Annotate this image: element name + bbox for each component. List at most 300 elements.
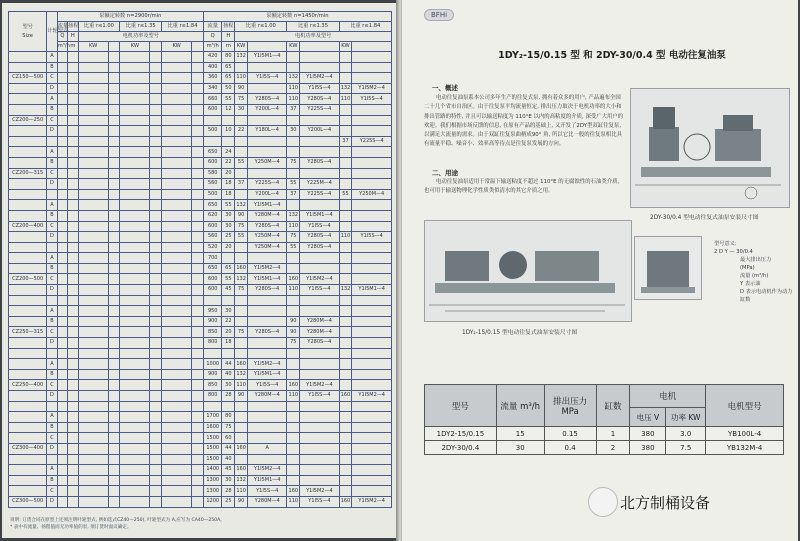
table-cell: [120, 210, 150, 221]
table-cell: Y250M—4: [247, 242, 286, 253]
table-cell: [352, 179, 392, 190]
table-cell: [57, 157, 67, 168]
table-cell: [203, 115, 222, 126]
flow-head-2900: 流量: [57, 22, 67, 32]
table-cell: 75: [222, 422, 235, 433]
cell-model: [9, 285, 47, 296]
table-cell: 650: [203, 263, 222, 274]
table-row: [9, 126, 392, 137]
table-cell: [78, 443, 108, 454]
table-row: [9, 295, 392, 306]
table-cell: 560: [203, 232, 222, 243]
table-cell: [68, 221, 78, 232]
table-cell: 1600: [203, 422, 222, 433]
table-cell: [339, 401, 352, 412]
table-cell: [150, 412, 162, 423]
table-cell: [247, 433, 286, 444]
table-cell: [120, 94, 150, 105]
table-cell: 360: [203, 73, 222, 84]
table-cell: [162, 136, 192, 147]
table-row: [9, 274, 392, 285]
table-cell: [162, 253, 192, 264]
cell-impeller: A: [47, 200, 57, 211]
table-cell: [352, 465, 392, 476]
cell-impeller: A: [47, 52, 57, 63]
table-cell: [162, 496, 192, 507]
table-cell: [68, 62, 78, 73]
table-cell: 132: [235, 369, 248, 380]
table-cell: [192, 327, 204, 338]
table-cell: [150, 295, 162, 306]
size-head-label: Size: [22, 32, 33, 39]
table-cell: [192, 94, 204, 105]
table-cell: 340: [203, 83, 222, 94]
table-cell: [300, 433, 339, 444]
table-cell: 620: [203, 210, 222, 221]
table-cell: 650: [203, 147, 222, 158]
table-cell: Y1I5M2—4: [300, 486, 339, 497]
table-cell: Y1I5M2—4: [300, 73, 339, 84]
table-cell: [108, 221, 120, 232]
cell-impeller: A: [47, 306, 57, 317]
table-cell: Y1I5M2—4: [247, 263, 286, 274]
table-cell: Y1I5M2—4: [352, 496, 392, 507]
table-cell: [68, 486, 78, 497]
ratio2-head-1450: 比重 r≤1.35: [287, 22, 339, 32]
table-cell: Y1I5S—4: [300, 391, 339, 402]
table-cell: [247, 147, 286, 158]
table-cell: [68, 369, 78, 380]
table-cell: [162, 147, 192, 158]
table-cell: [57, 104, 67, 115]
table-cell: [78, 126, 108, 137]
table-cell: [352, 348, 392, 359]
drawing-1dy: [424, 220, 632, 322]
table-cell: [78, 232, 108, 243]
cell-model: CZ200—315: [9, 168, 47, 179]
kw-head-2900-c: KW: [162, 42, 192, 52]
table-cell: [150, 147, 162, 158]
table-cell: Y280M—4: [247, 391, 286, 402]
table-cell: [162, 242, 192, 253]
table-cell: [108, 285, 120, 296]
table-cell: 30: [287, 126, 300, 137]
table-cell: [150, 73, 162, 84]
table-cell: [78, 454, 108, 465]
table-cell: 800: [203, 391, 222, 402]
cell-model: [9, 359, 47, 370]
table-cell: 55: [339, 189, 352, 200]
table-cell: [162, 327, 192, 338]
table-cell: [162, 433, 192, 444]
table-cell: [57, 327, 67, 338]
table-cell: [120, 412, 150, 423]
table-cell: [339, 369, 352, 380]
table-cell: 22: [222, 157, 235, 168]
table-cell: [57, 412, 67, 423]
table-cell: 80: [222, 52, 235, 63]
table-cell: [162, 274, 192, 285]
table-cell: [78, 274, 108, 285]
table-cell: [352, 210, 392, 221]
table-cell: 160: [339, 391, 352, 402]
table-cell: [57, 210, 67, 221]
table-cell: [68, 168, 78, 179]
table-cell: 45: [222, 285, 235, 296]
table-cell: [78, 486, 108, 497]
table-cell: [192, 73, 204, 84]
table-cell: [108, 295, 120, 306]
table-cell: [162, 221, 192, 232]
legend-line: 流量 (m³/h): [740, 273, 769, 279]
table-cell: 20: [222, 327, 235, 338]
table-row: [9, 454, 392, 465]
table-cell: [339, 475, 352, 486]
table-cell: [108, 253, 120, 264]
table-cell: 1300: [203, 475, 222, 486]
table-cell: [339, 126, 352, 137]
cell-model: [9, 316, 47, 327]
cell-model: [9, 210, 47, 221]
cell-power: 7.5: [666, 441, 706, 455]
table-cell: 44: [222, 359, 235, 370]
cell-impeller: B: [47, 422, 57, 433]
m-head-1450: m: [222, 42, 235, 52]
table-cell: [352, 475, 392, 486]
table-cell: [247, 348, 286, 359]
table-cell: 1200: [203, 496, 222, 507]
table-cell: [287, 412, 300, 423]
table-cell: 800: [203, 338, 222, 349]
table-cell: [339, 359, 352, 370]
table-cell: 37: [339, 136, 352, 147]
table-cell: [339, 242, 352, 253]
cell-model: [9, 433, 47, 444]
table-cell: [57, 242, 67, 253]
table-cell: [68, 274, 78, 285]
table-cell: 132: [339, 285, 352, 296]
table-row: [9, 359, 392, 370]
table-cell: [57, 486, 67, 497]
table-cell: [162, 475, 192, 486]
table-cell: [352, 369, 392, 380]
table-cell: 75: [235, 221, 248, 232]
th-motor-model: 电机型号: [706, 385, 784, 427]
table-cell: [192, 380, 204, 391]
table-cell: [352, 242, 392, 253]
table-cell: 30: [222, 380, 235, 391]
table-cell: [108, 327, 120, 338]
table-cell: 1500: [203, 433, 222, 444]
table-cell: 25: [222, 232, 235, 243]
cell-impeller: C: [47, 486, 57, 497]
table-cell: [235, 412, 248, 423]
table-cell: [150, 433, 162, 444]
table-cell: [57, 168, 67, 179]
table-cell: [120, 486, 150, 497]
cell-impeller: C: [47, 115, 57, 126]
overview-paragraph: 电动往复油泵系本公司多年生产的往复式泵, 拥有着众多的用户, 产品遍布全国二十几个省市自治区。由于往复泵平均流量恒定, 排出压力取决于电机功率的大小和排出管路的特性, 并且可以输送粘度为 110°E 以内的高粘度的介质, 深受广大用户的欢迎。我们根据市场反馈的信息, 在原有产品的基础上, 又开发了2DY型双缸往复泵, 以满足大流量的需求。由于双缸往复泵曲柄成90° 角, 所以它比一般的往复泵相比具有流量平稳、噪音小、效率高等待点是往复泵发展的方向。: [424, 95, 624, 148]
table-cell: [120, 168, 150, 179]
table-cell: [57, 285, 67, 296]
page-title: 1DY₂-15/0.15 型 和 2DY-30/0.4 型 电动往复油泵: [498, 50, 726, 61]
table-cell: [247, 454, 286, 465]
table-cell: [235, 168, 248, 179]
table-cell: 600: [203, 221, 222, 232]
table-cell: [222, 115, 235, 126]
table-cell: Y280S—4: [300, 242, 339, 253]
table-cell: [57, 73, 67, 84]
cell-model: [9, 295, 47, 306]
table-cell: 30: [235, 104, 248, 115]
table-cell: [192, 274, 204, 285]
table-cell: [235, 147, 248, 158]
table-cell: Y1I5S—4: [352, 232, 392, 243]
legend-line: 最大排出压力: [740, 257, 772, 263]
drawing-2dy: [630, 88, 790, 208]
table-cell: [162, 83, 192, 94]
table-cell: [78, 168, 108, 179]
table-cell: [68, 359, 78, 370]
table-row: [9, 179, 392, 190]
table-row: [9, 486, 392, 497]
table-cell: [68, 126, 78, 137]
table-cell: [68, 157, 78, 168]
table-cell: [78, 242, 108, 253]
table-cell: [192, 62, 204, 73]
table-cell: [162, 189, 192, 200]
table-cell: [235, 348, 248, 359]
table-cell: [120, 73, 150, 84]
table-cell: Y1I5M1—4: [247, 475, 286, 486]
table-cell: [287, 136, 300, 147]
table-cell: [339, 486, 352, 497]
cell-impeller: C: [47, 380, 57, 391]
table-cell: [120, 147, 150, 158]
table-cell: [162, 422, 192, 433]
table-cell: [339, 263, 352, 274]
table-cell: 850: [203, 380, 222, 391]
table-cell: [150, 369, 162, 380]
table-cell: 40: [222, 454, 235, 465]
cell-model: [9, 189, 47, 200]
cell-impeller: [47, 242, 57, 253]
table-cell: 12: [222, 104, 235, 115]
table-cell: [150, 496, 162, 507]
table-cell: 60: [222, 433, 235, 444]
watermark-text: 北方制桶设备: [620, 494, 711, 512]
table-cell: 40: [222, 369, 235, 380]
table-cell: [222, 295, 235, 306]
table-cell: 90: [287, 327, 300, 338]
table-cell: [78, 200, 108, 211]
table-cell: [108, 443, 120, 454]
cell-model: [9, 454, 47, 465]
table-cell: [68, 454, 78, 465]
cell-model: [9, 369, 47, 380]
table-row: [9, 475, 392, 486]
h-head-2900: H: [68, 32, 78, 42]
table-cell: [192, 136, 204, 147]
table-cell: [120, 369, 150, 380]
table-cell: [57, 380, 67, 391]
table-cell: [108, 157, 120, 168]
table-cell: [192, 115, 204, 126]
table-cell: [68, 179, 78, 190]
table-cell: [150, 242, 162, 253]
cell-model: CZ200—250: [9, 115, 47, 126]
table-cell: [339, 316, 352, 327]
table-cell: [339, 221, 352, 232]
cell-model: CZ300—500: [9, 496, 47, 507]
table-cell: [150, 221, 162, 232]
table-cell: [78, 465, 108, 476]
flow-head-1450: 流量: [203, 22, 222, 32]
table-cell: [203, 348, 222, 359]
table-cell: 44: [222, 443, 235, 454]
table-cell: [300, 295, 339, 306]
table-cell: [162, 380, 192, 391]
table-cell: [68, 422, 78, 433]
table-cell: [150, 401, 162, 412]
table-cell: [339, 274, 352, 285]
table-cell: 65: [222, 263, 235, 274]
cell-impeller: A: [47, 465, 57, 476]
table-cell: [108, 316, 120, 327]
table-cell: [108, 401, 120, 412]
table-cell: Y225S—4: [352, 136, 392, 147]
table-cell: [78, 83, 108, 94]
cell-impeller: B: [47, 369, 57, 380]
table-cell: [78, 157, 108, 168]
table-cell: [78, 210, 108, 221]
cell-impeller: D: [47, 126, 57, 137]
table-cell: [192, 200, 204, 211]
table-cell: Y280S—4: [247, 327, 286, 338]
ratio3-head-2900: 比重 r≤1.84: [162, 22, 204, 32]
table-cell: [352, 401, 392, 412]
table-cell: [162, 94, 192, 105]
table-cell: [108, 52, 120, 63]
table-cell: [150, 232, 162, 243]
table-row: [9, 412, 392, 423]
table-cell: 37: [287, 189, 300, 200]
cell-model: [9, 263, 47, 274]
table-cell: [150, 200, 162, 211]
kw-head-1450-b: KW: [287, 42, 300, 52]
table-cell: [150, 210, 162, 221]
table-cell: [203, 136, 222, 147]
table-cell: [339, 179, 352, 190]
table-cell: [78, 316, 108, 327]
table-row: [9, 200, 392, 211]
table-cell: [192, 359, 204, 370]
table-cell: 45: [222, 465, 235, 476]
table-cell: 55: [235, 232, 248, 243]
table-cell: Y200L—4: [247, 104, 286, 115]
table-cell: [57, 391, 67, 402]
table-cell: [120, 338, 150, 349]
table-cell: [247, 115, 286, 126]
table-cell: [352, 316, 392, 327]
table-cell: [68, 380, 78, 391]
cell-impeller: A: [47, 412, 57, 423]
table-cell: [162, 104, 192, 115]
brand-badge: BFHi: [424, 9, 454, 21]
legend-title: 型号意义:: [714, 241, 737, 247]
speed-2900-head: 泵额定转数 n=2900r/min: [57, 12, 203, 22]
cell-flow: 15: [496, 427, 544, 441]
section-usage-heading: 二、用途: [432, 169, 458, 177]
table-cell: [352, 433, 392, 444]
table-cell: [120, 253, 150, 264]
cell-model: CZ200—500: [9, 274, 47, 285]
table-row: [9, 210, 392, 221]
pressure-head-2900: 扬程: [68, 22, 78, 32]
table-cell: [78, 104, 108, 115]
table-cell: [78, 359, 108, 370]
th-power: 功率 KW: [666, 408, 706, 427]
table-cell: [339, 52, 352, 63]
wechat-logo-icon: [588, 487, 618, 517]
table-cell: Y280M—4: [247, 210, 286, 221]
table-cell: [78, 295, 108, 306]
table-cell: [287, 401, 300, 412]
table-cell: [57, 475, 67, 486]
table-cell: [339, 168, 352, 179]
table-cell: [78, 52, 108, 63]
table-row: [9, 285, 392, 296]
table-cell: 18: [222, 189, 235, 200]
table-cell: Y1I5S—4: [300, 83, 339, 94]
table-cell: [300, 62, 339, 73]
table-cell: [162, 126, 192, 137]
table-cell: 37: [235, 179, 248, 190]
cell-motor-model: YB132M-4: [706, 441, 784, 455]
cell-impeller: C: [47, 221, 57, 232]
table-cell: [120, 157, 150, 168]
table-cell: [352, 62, 392, 73]
table-cell: [57, 338, 67, 349]
table-cell: [287, 306, 300, 317]
table-row: [9, 147, 392, 158]
table-cell: [57, 401, 67, 412]
table-cell: 160: [339, 496, 352, 507]
table-cell: [57, 189, 67, 200]
table-cell: [68, 433, 78, 444]
table-row: [9, 401, 392, 412]
table-cell: 110: [287, 496, 300, 507]
table-cell: 110: [287, 221, 300, 232]
table-cell: [235, 62, 248, 73]
table-cell: [287, 465, 300, 476]
table-cell: [287, 168, 300, 179]
table-cell: [57, 359, 67, 370]
cell-model: [9, 83, 47, 94]
table-cell: [162, 465, 192, 476]
motor-head-2900: 电机功率及型号: [78, 32, 203, 42]
cell-model: [9, 147, 47, 158]
table-cell: [192, 157, 204, 168]
table-row: [9, 232, 392, 243]
table-cell: 55: [235, 157, 248, 168]
table-cell: [300, 168, 339, 179]
table-cell: [192, 454, 204, 465]
table-cell: [108, 412, 120, 423]
table-cell: [162, 285, 192, 296]
table-row: [9, 316, 392, 327]
table-cell: [339, 412, 352, 423]
